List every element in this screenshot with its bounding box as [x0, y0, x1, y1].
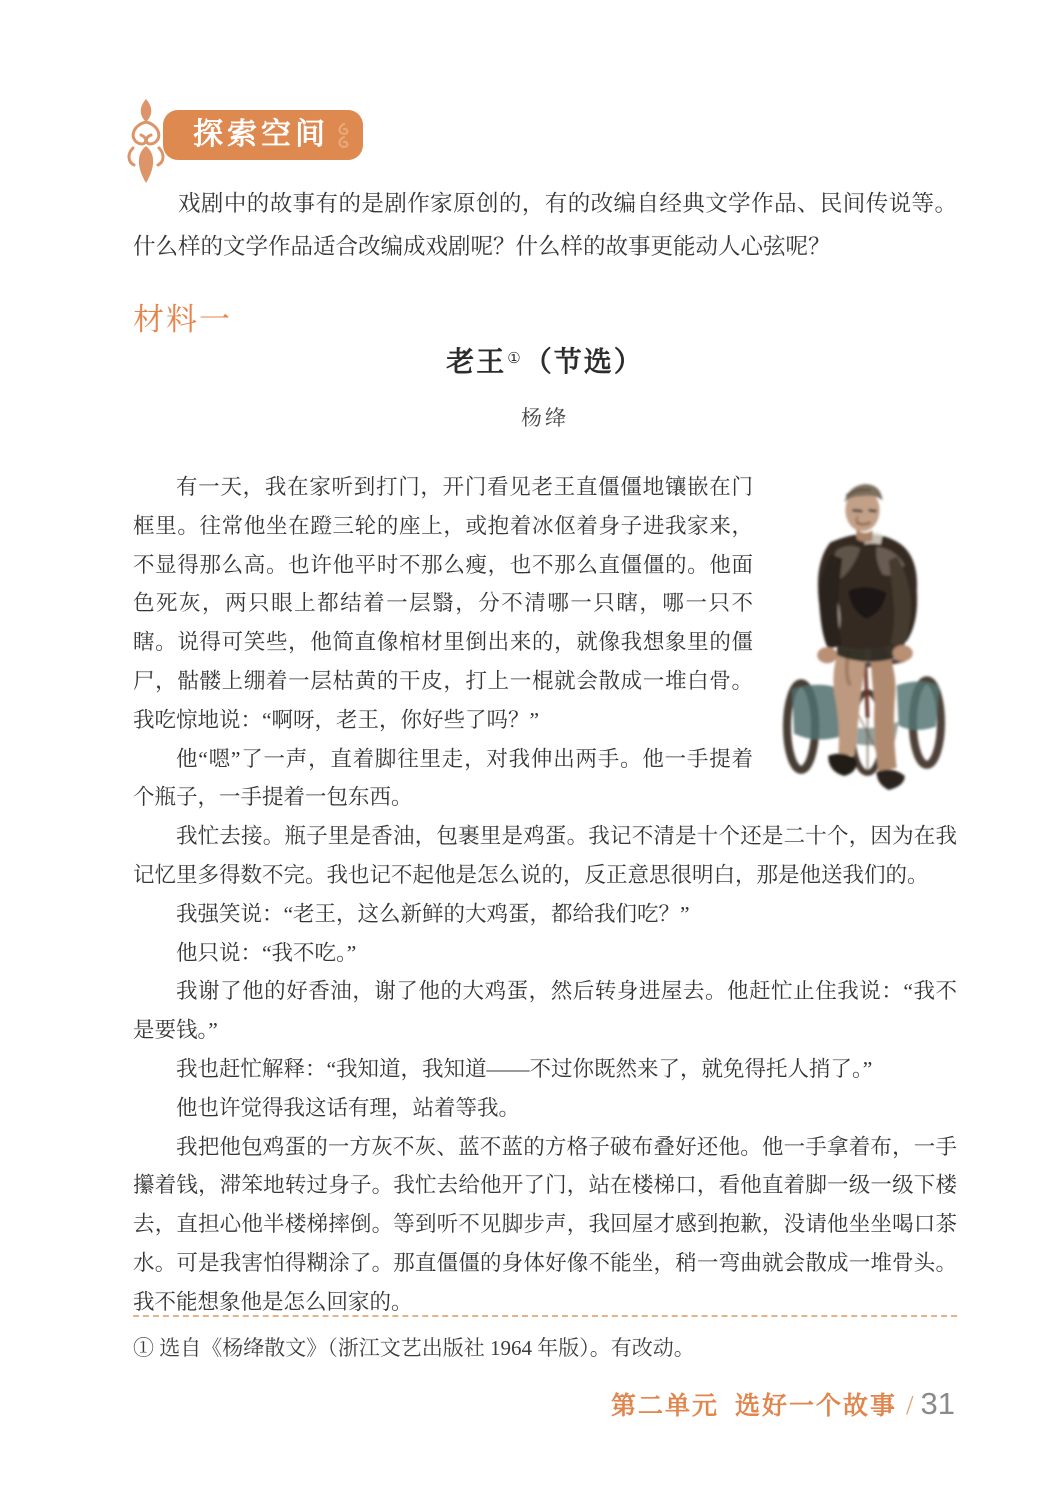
page-content — [133, 0, 957, 1508]
section-badge-label: 探索空间 — [193, 118, 329, 151]
footer-chapter: 选好一个故事 — [734, 1393, 897, 1420]
footnote: ① 选自《杨绛散文》（浙江文艺出版社 1964 年版）。有改动。 — [133, 1336, 695, 1360]
article-title-text: 老王 — [446, 347, 507, 378]
article-paragraph: 我也赶忙解释：“我知道，我知道——不过你既然来了，就免得托人捎了。” — [176, 1056, 873, 1081]
intro-paragraph: 戏剧中的故事有的是剧作家原创的，有的改编自经典文学作品、民间传说等。什么样的文学作品适合改编成戏剧呢？什么样的故事更能动人心弦呢？ — [133, 191, 957, 259]
article-title — [133, 340, 957, 380]
material-heading: 材料一 — [133, 302, 232, 337]
article-paragraph: 他也许觉得我这话有理，站着等我。 — [176, 1095, 521, 1120]
intro-block — [133, 182, 957, 268]
article-paragraph: 我强笑说：“老王，这么新鲜的大鸡蛋，都给我们吃？” — [176, 901, 690, 926]
article-paragraph: 他只说：“我不吃。” — [176, 940, 357, 965]
tricycle-man-icon — [775, 470, 957, 792]
article-paragraph: 我忙去接。瓶子里是香油，包裹里是鸡蛋。我记不清是十个还是二十个，因为在我记忆里多得数不完。我也记不起他是怎么说的，反正意思很明白，那是他送我们的。 — [133, 824, 957, 887]
page-footer — [611, 1386, 955, 1422]
footnote-divider — [133, 1315, 957, 1317]
footer-unit: 第二单元 — [610, 1393, 719, 1420]
article-paragraph: 有一天，我在家听到打门，开门看见老王直僵僵地镶嵌在门框里。往常他坐在蹬三轮的座上，或抱着冰伛着身子进我家来，不显得那么高。也许他平时不那么瘦，也不那么直僵僵的。他面色死灰，两只眼上都结着一层翳，分不清哪一只瞎，哪一只不瞎。说得可笑些，他简直像棺材里倒出来的，就像我想象里的僵尸，骷髅上绷着一层枯黄的干皮，打上一棍就会散成一堆白骨。我吃惊地说：“啊呀，老王，你好些了吗？” — [133, 475, 753, 732]
footer-separator: / — [906, 1390, 914, 1420]
badge-swirl-icon — [333, 120, 355, 150]
article-author: 杨绛 — [521, 406, 569, 430]
section-header — [133, 104, 957, 174]
page-number: 31 — [920, 1386, 955, 1421]
section-badge — [163, 110, 363, 160]
article-paragraph: 他“嗯”了一声，直着脚往里走，对我伸出两手。他一手提着个瓶子，一手提着一包东西。 — [133, 746, 753, 810]
article-body — [133, 468, 957, 1322]
article-paragraph: 我把他包鸡蛋的一方灰不灰、蓝不蓝的方格子破布叠好还他。他一手拿着布，一手攥着钱，滞笨地转过身子。我忙去给他开了门，站在楼梯口，看他直着脚一级一级下楼去，直担心他半楼梯摔倒。等到听不见脚步声，我回屋才感到抱歉，没请他坐坐喝口茶水。可是我害怕得糊涂了。那直僵僵的身体好像不能坐，稍一弯曲就会散成一堆骨头。我不能想象他是怎么回家的。 — [133, 1134, 957, 1314]
article-title-subtitle: （节选） — [523, 347, 644, 378]
tricycle-man-illustration — [775, 470, 957, 792]
article-paragraph: 我谢了他的好香油，谢了他的大鸡蛋，然后转身进屋去。他赶忙止住我说：“我不是要钱。” — [133, 979, 957, 1043]
footnote-ref: ① — [507, 351, 523, 367]
